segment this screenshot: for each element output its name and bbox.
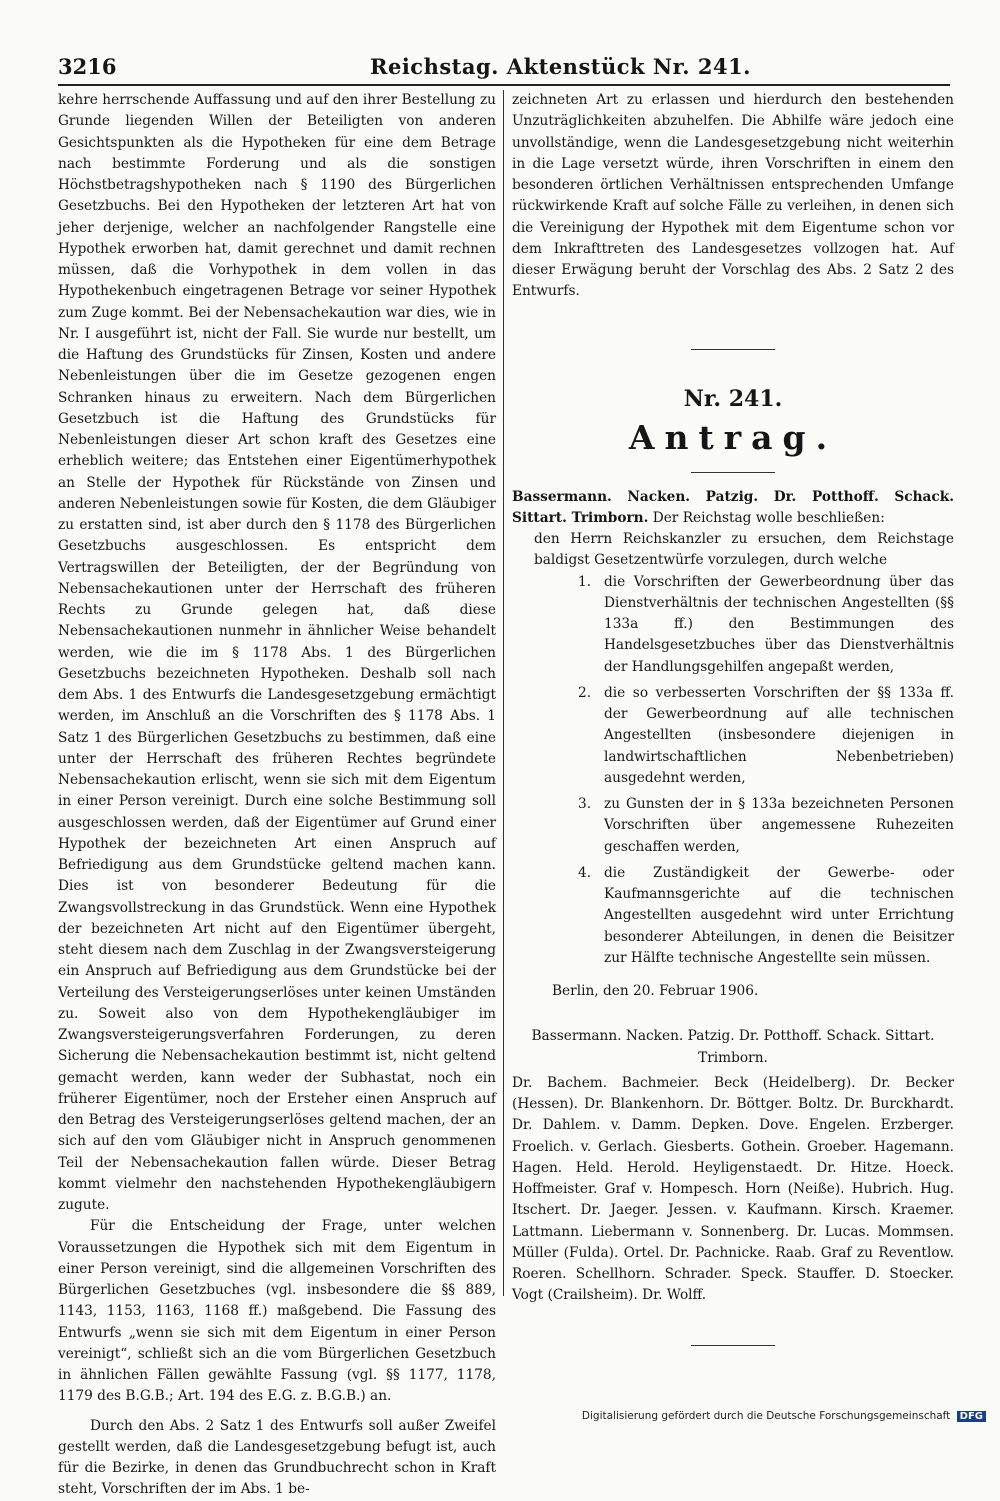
list-item	[512, 683, 954, 789]
list-item-number: 1.	[578, 573, 592, 590]
footer-credit	[582, 1410, 986, 1422]
list-item-text: die Zuständigkeit der Gewerbe- oder Kaufmannsgerichte auf die technischen Angestellten ausgedehnt wird unter Errichtung besonderer Abteilungen, in denen die Beisitzer zur Hälfte technische Angestellte sein müssen.	[604, 864, 954, 966]
left-paragraph-2: Für die Entscheidung der Frage, unter welchen Voraussetzungen die Hypothek sich mit dem Eigentum in einer Person vereinigt, sind die allgemeinen Vorschriften des Bürgerlichen Gesetzbuches (vgl. insbesondere die §§ 889, 1143, 1153, 1163, 1168 ff.) maßgebend. Die Fassung des Entwurfs „wenn sie sich mit dem Eigentum in einer Person vereinigt“, schließt sich an die vom Bürgerlichen Gesetzbuch in ähnlichen Fällen gewählte Fassung (vgl. §§ 1177, 1178, 1179 des B.G.B.; Art. 194 des E.G. z. B.G.B.) an.	[58, 1218, 496, 1405]
main-signers: Bassermann. Nacken. Patzig. Dr. Potthoff. Schack. Sittart. Trimborn.	[531, 1028, 935, 1066]
document-number: Nr. 241.	[683, 385, 783, 412]
demands-list	[512, 572, 954, 970]
list-item	[512, 794, 954, 858]
motion-lead: Der Reichstag wolle beschließen:	[652, 509, 885, 526]
column-divider	[503, 90, 504, 1296]
list-item-number: 4.	[578, 864, 592, 881]
left-column	[58, 90, 496, 1501]
list-item-text: die so verbesserten Vorschriften der §§ 133a ff. der Gewerbeordnung auf alle technischen Angestellten (insbesondere diejenigen in landwirtschaftlichen Nebenbetrieben) ausgedehnt werden,	[604, 684, 954, 786]
list-item	[512, 863, 954, 969]
list-item-text: die Vorschriften der Gewerbeordnung über das Dienstverhältnis der technischen Angestellten (§§ 133a ff.) den Bestimmungen des Handelsgesetzbuches über das Dienstverhältnis der Handlungsgehilfen angepaßt werden,	[604, 573, 954, 675]
list-item-text: zu Gunsten der in § 133a bezeichneten Personen Vorschriften über angemessene Ruhezeiten geschaffen werden,	[604, 796, 954, 855]
list-item	[512, 572, 954, 678]
motion-intro	[512, 487, 954, 530]
right-continuation: zeichneten Art zu erlassen und hierdurch den bestehenden Unzuträglichkeiten abzuhelfen. Die Abhilfe wäre jedoch eine unvollständige, wenn die Landesgesetzgebung nicht weiterhin in die Lage versetzt würde, ihren Vorschriften in einem den besonderen örtlichen Verhältnissen entsprechenden Umfange rückwirkende Kraft auf solche Fälle zu verleihen, in denen sich die Vereinigung der Hypothek mit dem Eigentume schon vor dem Inkrafttreten des Landesgesetzes vollzogen hat. Auf dieser Erwägung beruht der Vorschlag des Abs. 2 Satz 2 des Entwurfs.	[512, 92, 954, 300]
list-item-number: 2.	[578, 684, 592, 701]
motion-body: den Herrn Reichskanzler zu ersuchen, dem Reichstage baldigst Gesetzentwürfe vorzulegen, durch welche	[534, 531, 954, 569]
date-line: Berlin, den 20. Februar 1906.	[552, 983, 759, 999]
left-paragraph-3: Durch den Abs. 2 Satz 1 des Entwurfs soll außer Zweifel gestellt werden, daß die Landesgesetzgebung befugt ist, auch für die Bezirke, in denen das Grundbuchrecht schon in Kraft steht, Vorschriften der im Abs. 1 be-	[58, 1417, 496, 1498]
proposers: Bassermann. Nacken. Patzig. Dr. Potthoff. Schack. Sittart. Trimborn.	[512, 488, 954, 526]
header-rule	[58, 84, 950, 86]
document-title: Antrag.	[628, 417, 838, 457]
list-item-number: 3.	[578, 796, 592, 812]
dfg-logo: DFG	[957, 1411, 986, 1422]
separator-rule	[691, 472, 775, 473]
footer-text: Digitalisierung gefördert durch die Deutsche Forschungsgemeinschaft	[581, 1410, 951, 1422]
running-head: Reichstag. Aktenstück Nr. 241.	[370, 54, 751, 79]
separator-rule	[691, 1345, 775, 1346]
co-signers: Dr. Bachem. Bachmeier. Beck (Heidelberg). Dr. Becker (Hessen). Dr. Blankenhorn. Dr. Böttger. Boltz. Dr. Burckhardt. Dr. Dahlem. v. Damm. Depken. Dove. Engelen. Erzberger. Froelich. v. Gerlach. Giesberts. Gothein. Groeber. Hagemann. Hagen. Held. Herold. Heyligenstaedt. Dr. Hitze. Hoeck. Hoffmeister. Graf v. Hompesch. Horn (Neiße). Hubrich. Hug. Itschert. Dr. Jaeger. Jessen. v. Kaufmann. Kirsch. Kraemer. Lattmann. Liebermann v. Sonnenberg. Dr. Lucas. Mommsen. Müller (Fulda). Ortel. Dr. Pachnicke. Raab. Graf zu Reventlow. Roeren. Schellhorn. Schrader. Speck. Stauffer. D. Stoecker. Vogt (Crailsheim). Dr. Wolff.	[512, 1074, 954, 1304]
left-paragraph-1: kehre herrschende Auffassung und auf den ihrer Bestellung zu Grunde liegenden Willen der Beteiligten von anderen Gesichtspunkten als die Hypotheken für eine dem Betrage nach bestimmte Forderung und als die sonstigen Höchstbetragshypotheken nach § 1190 des Bürgerlichen Gesetzbuchs. Bei den Hypotheken der letzteren Art hat von jeher derjenige, welcher an nachfolgender Rangstelle eine Hypothek erworben hat, damit gerechnet und damit rechnen müssen, daß die Vorhypothek in dem vollen in das Hypothekenbuch eingetragenen Betrage vor seiner Hypothek zum Zuge kommt. Bei der Nebensachekaution war dies, wie in Nr. I ausgeführt ist, nicht der Fall. Sie wurde nur bestellt, um die Haftung des Grundstücks für Zinsen, Kosten und andere Nebenleistungen über die im Gesetze gezogenen engen Schranken hinaus zu erweitern. Nach dem Bürgerlichen Gesetzbuch ist die Haftung des Grundstücks für Nebenleistungen dieser Art schon kraft des Gesetzes eine erheblich weitere; das Entstehen einer Eigentümerhypothek an Stelle der Hypothek für Rückstände von Zinsen und anderen Nebenleistungen sowie für Kosten, die dem Gläubiger zu erstatten sind, ist aber durch den § 1178 des Bürgerlichen Gesetzbuchs ausgeschlossen. Es entspricht dem Vertragswillen der Beteiligten, der der Begründung von Nebensachekautionen unter der Herrschaft des früheren Rechts zu Grunde gelegen hat, daß diese Nebensachekautionen nunmehr in ähnlicher Weise behandelt werden, wie die im § 1178 Abs. 1 des Bürgerlichen Gesetzbuchs bezeichneten Hypotheken. Deshalb soll nach dem Abs. 1 des Entwurfs die Landesgesetzgebung ermächtigt werden, im Anschluß an die Vorschriften des § 1178 Abs. 1 Satz 1 des Bürgerlichen Gesetzbuchs zu bestimmen, daß eine unter der Herrschaft des früheren Rechtes begründete Nebensachekaution erlischt, wenn sie sich mit dem Eigentum in einer Person vereinigt. Durch eine solche Bestimmung soll ausgeschlossen werden, daß der Eigentümer auf Grund einer Hypothek der bezeichneten Art einen Anspruch auf Befriedigung aus dem Grundstücke geltend machen kann. Dies ist von besonderer Bedeutung für die Zwangsvollstreckung in das Grundstück. Wenn eine Hypothek der bezeichneten Art nicht auf den Eigentümer übergeht, steht diesem nach dem Zuschlag in der Zwangsversteigerung ein Anspruch auf Befriedigung aus dem Grundstücke bei der Verteilung des Versteigerungserlöses unter keinen Umständen zu. Soweit also von dem Hypothekengläubiger im Zwangsversteigerungsverfahren Forderungen, zu deren Sicherung die Nebensachekaution bestimmt ist, nicht geltend gemacht werden, kann weder der Subhastat, noch ein früherer Eigentümer, noch der Ersteher einen Anspruch auf den Betrag des Versteigerungserlöses geltend machen, der an sich auf den vom Gläubiger nicht in Anspruch genommenen Teil der Nebensachekaution fallen würde. Dieser Betrag kommt vielmehr den nachstehenden Hypothekengläubigern zugute.	[58, 92, 496, 1213]
right-column	[512, 90, 954, 1346]
separator-rule	[691, 349, 775, 350]
page-number: 3216	[58, 54, 117, 79]
